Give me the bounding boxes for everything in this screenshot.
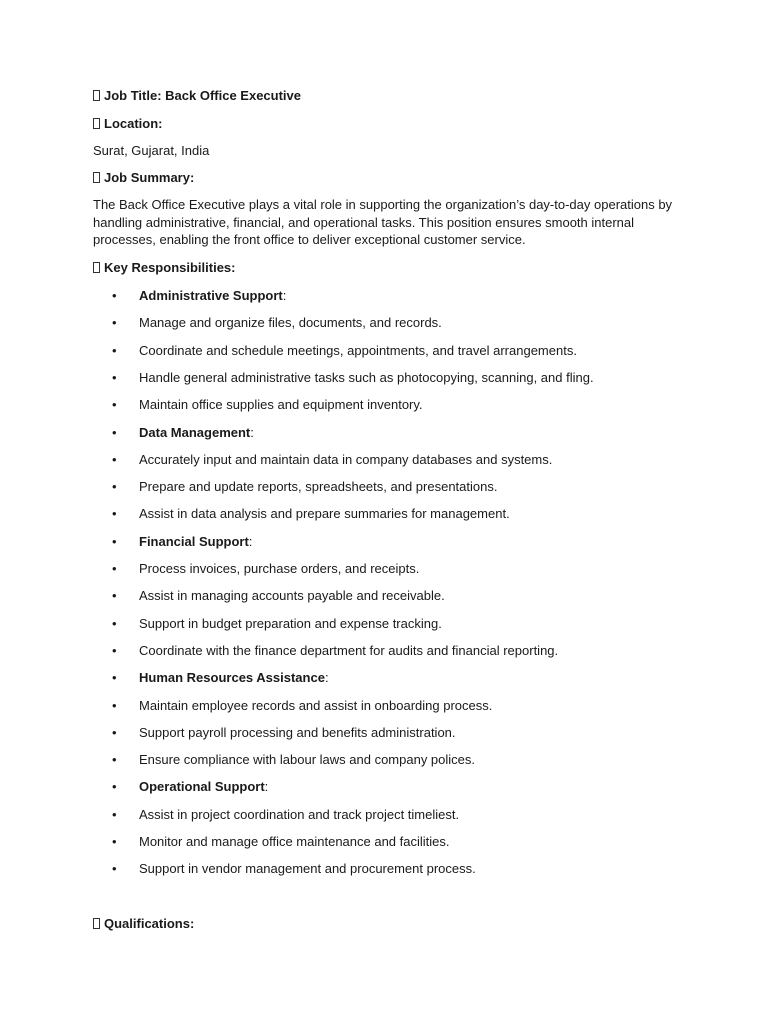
bullet-marker: • [112, 370, 117, 385]
bullet-marker: • [112, 506, 117, 521]
category-colon: : [324, 670, 329, 685]
item-text: Support payroll processing and benefits administration. [139, 725, 456, 740]
list-item [112, 860, 476, 877]
category-label: Operational Support [139, 779, 265, 794]
item-text: Manage and organize files, documents, and records. [139, 315, 442, 330]
key-responsibilities-heading [93, 259, 235, 276]
job-summary-label: Job Summary: [104, 170, 195, 185]
category-colon: : [250, 425, 254, 440]
list-item [112, 560, 420, 577]
item-text: Accurately input and maintain data in company databases and systems. [139, 452, 553, 467]
bullet-marker: • [112, 861, 117, 876]
list-item [112, 806, 460, 823]
category-colon: : [264, 779, 269, 794]
bullet-marker: • [112, 643, 117, 658]
bullet-marker: • [112, 725, 117, 740]
job-summary-heading [93, 169, 194, 186]
list-item [112, 615, 442, 632]
missing-glyph-icon [93, 90, 100, 101]
bullet-marker: • [112, 561, 117, 576]
category-colon: : [248, 534, 253, 549]
item-text: Handle general administrative tasks such as photocopying, scanning, and fling. [139, 370, 594, 385]
qualifications-heading [93, 915, 194, 932]
category-label: Human Resources Assistance [139, 670, 325, 685]
item-text: Support in vendor management and procurement process. [139, 861, 476, 876]
missing-glyph-icon [93, 918, 100, 929]
bullet-marker: • [112, 616, 117, 631]
list-item [112, 833, 450, 850]
bullet-marker: • [112, 343, 117, 358]
location-value: Surat, Gujarat, India [93, 143, 210, 158]
job-title-label: Job Title: Back Office Executive [104, 88, 301, 103]
item-text: Coordinate with the finance department for audits and financial reporting. [139, 643, 559, 658]
list-item [112, 724, 456, 741]
responsibility-category-item [112, 424, 254, 441]
category-colon: : [282, 288, 287, 303]
bullet-marker: • [112, 670, 117, 685]
missing-glyph-icon [93, 262, 100, 273]
item-text: Maintain employee records and assist in onboarding process. [139, 698, 493, 713]
list-item [112, 505, 510, 522]
list-item [112, 451, 553, 468]
location-label: Location: [104, 116, 163, 131]
bullet-marker: • [112, 425, 117, 440]
item-text: Assist in project coordination and track project timeliest. [139, 807, 460, 822]
item-text: Coordinate and schedule meetings, appointments, and travel arrangements. [139, 343, 577, 358]
bullet-marker: • [112, 288, 117, 303]
list-item [112, 396, 423, 413]
missing-glyph-icon [93, 118, 100, 129]
location-heading [93, 115, 163, 132]
responsibility-category-item [112, 778, 269, 795]
bullet-marker: • [112, 752, 117, 767]
bullet-marker: • [112, 534, 117, 549]
list-item [112, 342, 577, 359]
list-item [112, 751, 476, 768]
bullet-marker: • [112, 452, 117, 467]
bullet-marker: • [112, 315, 117, 330]
item-text: Support in budget preparation and expense tracking. [139, 616, 442, 631]
bullet-marker: • [112, 397, 117, 412]
job-title-heading [93, 87, 301, 104]
category-label: Data Management [139, 425, 251, 440]
qualifications-label: Qualifications: [104, 916, 195, 931]
missing-glyph-icon [93, 172, 100, 183]
list-item [112, 642, 559, 659]
item-text: Monitor and manage office maintenance and facilities. [139, 834, 450, 849]
bullet-marker: • [112, 588, 117, 603]
key-responsibilities-label: Key Responsibilities: [104, 260, 236, 275]
bullet-marker: • [112, 834, 117, 849]
responsibility-category-item [112, 287, 287, 304]
job-summary-paragraph: The Back Office Executive plays a vital role in supporting the organization’s day-to-day operations by handling administrative, financial, and operational tasks. This position ensures smooth internal processes, enabling the front office to deliver exceptional customer service. [93, 197, 673, 247]
item-text: Prepare and update reports, spreadsheets, and presentations. [139, 479, 498, 494]
list-item [112, 697, 493, 714]
list-item [112, 478, 498, 495]
bullet-marker: • [112, 698, 117, 713]
bullet-marker: • [112, 807, 117, 822]
item-text: Assist in data analysis and prepare summaries for management. [139, 506, 510, 521]
category-label: Administrative Support [139, 288, 283, 303]
list-item [112, 314, 442, 331]
item-text: Process invoices, purchase orders, and receipts. [139, 561, 420, 576]
responsibility-category-item [112, 533, 253, 550]
bullet-marker: • [112, 479, 117, 494]
responsibility-category-item [112, 669, 329, 686]
item-text: Assist in managing accounts payable and receivable. [139, 588, 445, 603]
item-text: Ensure compliance with labour laws and company polices. [139, 752, 476, 767]
list-item [112, 587, 445, 604]
list-item [112, 369, 594, 386]
category-label: Financial Support [139, 534, 249, 549]
item-text: Maintain office supplies and equipment inventory. [139, 397, 423, 412]
bullet-marker: • [112, 779, 117, 794]
